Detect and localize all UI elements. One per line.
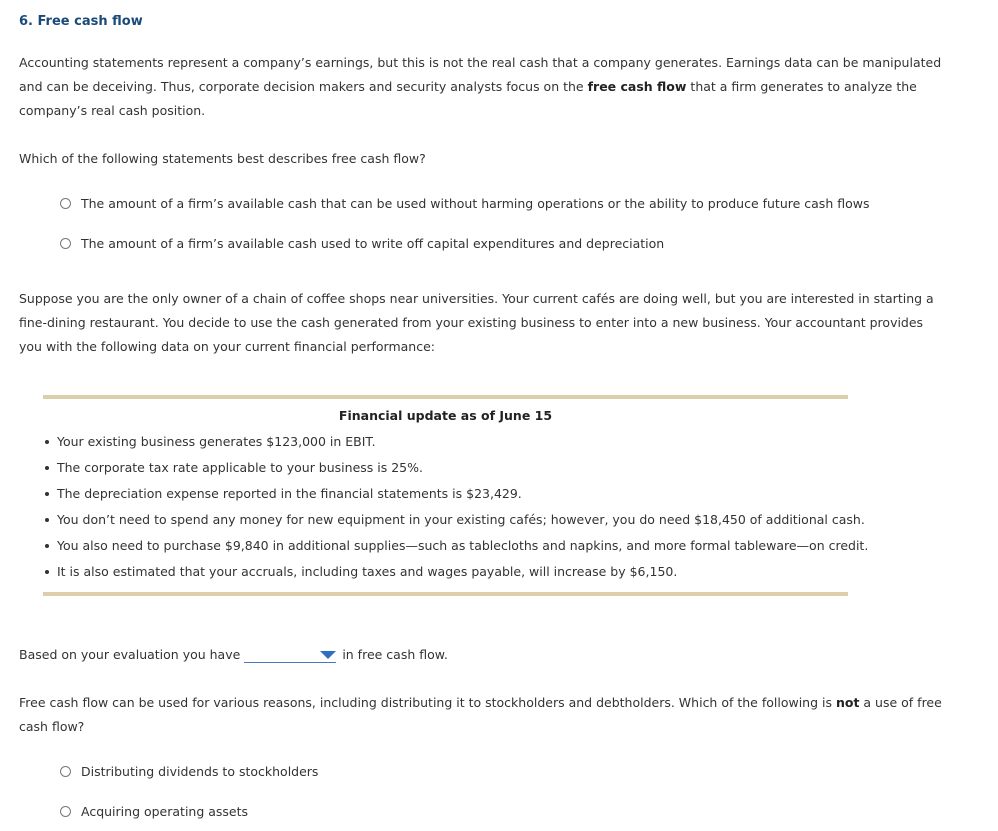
list-item: You also need to purchase $9,840 in additional supplies—such as tablecloths and napkins, and more formal tableware—on credit. xyxy=(43,533,868,559)
box-top-rule xyxy=(43,395,848,399)
question1-option-2[interactable] xyxy=(60,236,664,251)
radio-button[interactable] xyxy=(60,806,71,817)
question3-option-2[interactable] xyxy=(60,804,248,819)
list-item: The corporate tax rate applicable to your business is 25%. xyxy=(43,455,868,481)
radio-button[interactable] xyxy=(60,198,71,209)
scenario-paragraph: Suppose you are the only owner of a chain of coffee shops near universities. Your current cafés are doing well, but you are interested in starting a fine-dining restaurant. You decide to use the cash generated from your existing business to enter into a new business. Your accountant provides you with the following data on your current financial performance: xyxy=(19,291,934,354)
list-item: The depreciation expense reported in the financial statements is $23,429. xyxy=(43,481,868,507)
question3-text-start: Free cash flow can be used for various reasons, including distributing it to stockholders and debtholders. Which of the following is xyxy=(19,695,836,710)
option-label: Acquiring operating assets xyxy=(81,804,249,819)
question1-option-1[interactable] xyxy=(60,196,869,211)
option-label: Distributing dividends to stockholders xyxy=(81,764,319,779)
option-label: The amount of a firm’s available cash used to write off capital expenditures and depreciation xyxy=(81,236,665,251)
section-title: 6. Free cash flow xyxy=(19,14,143,29)
question3-option-1[interactable] xyxy=(60,764,318,779)
list-item: It is also estimated that your accruals, including taxes and wages payable, will increase by $6,150. xyxy=(43,559,868,585)
question2-text-end: in free cash flow. xyxy=(342,647,448,662)
radio-button[interactable] xyxy=(60,238,71,249)
list-item: You don’t need to spend any money for new equipment in your existing cafés; however, you do need $18,450 of additional cash. xyxy=(43,507,868,533)
question3-text-end: a use of free cash flow? xyxy=(19,695,942,734)
financial-update-title: Financial update as of June 15 xyxy=(338,408,553,423)
intro-text-end: that a firm generates to analyze the company’s real cash position. xyxy=(19,79,917,118)
financial-update-list xyxy=(43,429,868,585)
financial-update-box xyxy=(43,395,869,597)
question1-prompt: Which of the following statements best describes free cash flow? xyxy=(19,151,426,166)
intro-paragraph xyxy=(19,51,949,123)
list-item: Your existing business generates $123,000 in EBIT. xyxy=(43,429,868,455)
intro-bold-term: free cash flow xyxy=(587,79,687,94)
intro-text-start: Accounting statements represent a company’s earnings, but this is not the real cash that a company generates. Earnings data can be manipulated and can be deceiving. Thus, corporate decision makers and security analysts focus on the xyxy=(19,55,942,94)
chevron-down-icon[interactable] xyxy=(320,651,336,659)
question3-prompt xyxy=(19,691,949,739)
question3-bold-word: not xyxy=(835,695,860,710)
question2-sentence xyxy=(19,646,448,663)
box-bottom-rule xyxy=(43,592,848,596)
option-label: The amount of a firm’s available cash that can be used without harming operations or the ability to produce future cash flows xyxy=(81,196,870,211)
free-cash-flow-dropdown[interactable] xyxy=(244,646,336,663)
question2-text-start: Based on your evaluation you have xyxy=(19,647,241,662)
radio-button[interactable] xyxy=(60,766,71,777)
